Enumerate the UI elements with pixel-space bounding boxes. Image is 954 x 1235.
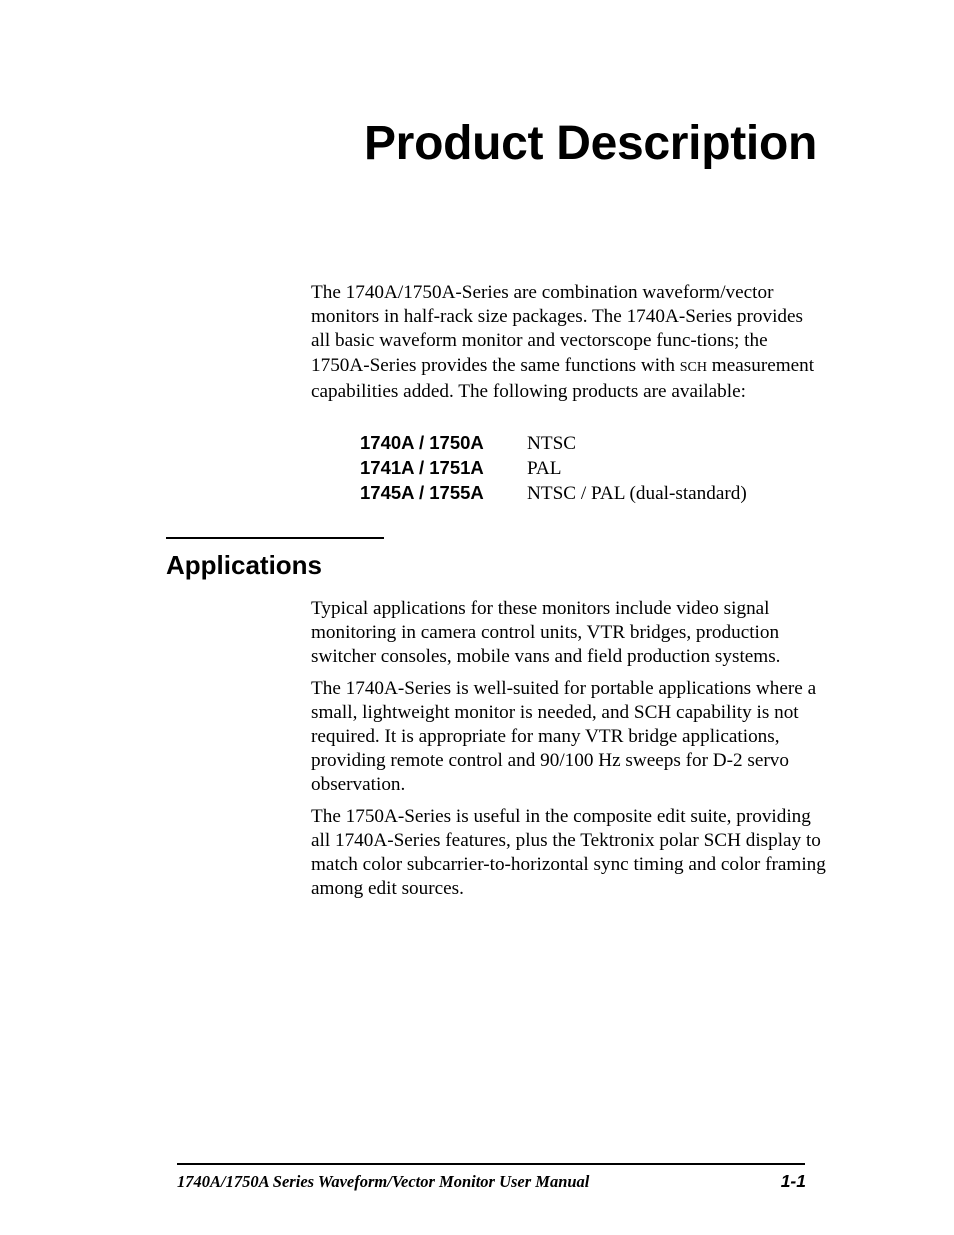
footer-divider	[177, 1163, 805, 1165]
footer-manual-title: 1740A/1750A Series Waveform/Vector Monitor User Manual	[177, 1172, 590, 1191]
applications-body	[311, 597, 826, 908]
section-divider	[166, 537, 384, 539]
product-standard: NTSC / PAL (dual-standard)	[527, 483, 747, 504]
intro-text-start: The 1740A/1750A-Series are combination waveform/vector monitors in half-rack size packages. The 1740A-Series provides all basic waveform monitor and vectorscope func-tions; the 1750A-Series provides the same functions with	[311, 282, 803, 376]
product-model: 1745A / 1755A	[360, 482, 484, 503]
page-title: Product Description	[363, 117, 817, 170]
product-standard: PAL	[527, 458, 562, 479]
applications-paragraph: The 1750A-Series is useful in the composite edit suite, providing all 1740A-Series features, plus the Tektronix polar SCH display to match color subcarrier-to-horizontal sync timing and color framing among edit sources.	[311, 805, 826, 900]
applications-heading: Applications	[166, 550, 323, 580]
intro-paragraph	[311, 281, 826, 404]
sch-smallcaps: SCH	[679, 359, 707, 375]
product-model: 1740A / 1750A	[360, 432, 484, 453]
applications-paragraph: The 1740A-Series is well-suited for portable applications where a small, lightweight monitor is needed, and SCH capability is not required. It is appropriate for many VTR bridge applications, providing remote control and 90/100 Hz sweeps for D-2 servo observation.	[311, 677, 817, 796]
product-row	[360, 457, 747, 482]
product-row	[360, 482, 747, 507]
applications-paragraph: Typical applications for these monitors include video signal monitoring in camera control units, VTR bridges, production switcher consoles, mobile vans and field production systems.	[311, 598, 781, 668]
intro-text-end: measurement capabilities added. The following products are available:	[311, 354, 815, 402]
product-standard: NTSC	[527, 433, 577, 454]
footer-page-number: 1-1	[780, 1171, 806, 1191]
product-row	[360, 432, 747, 457]
product-model: 1741A / 1751A	[360, 457, 484, 478]
product-list	[360, 432, 747, 507]
